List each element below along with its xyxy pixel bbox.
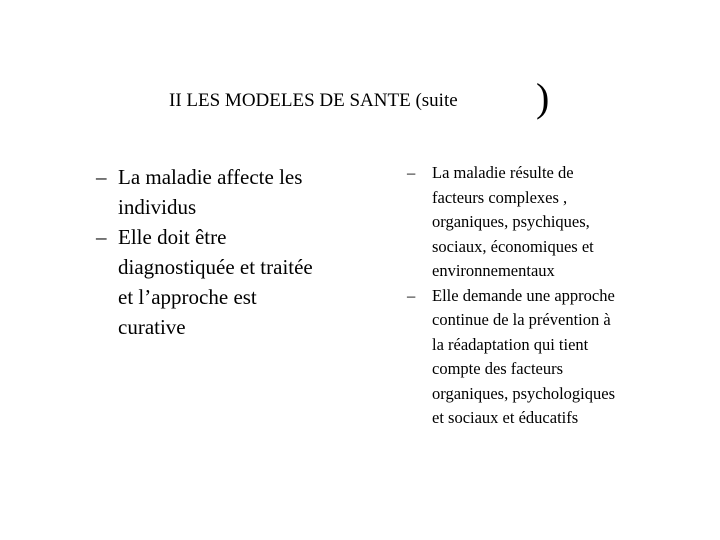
list-item-line: Elle doit être (118, 225, 227, 249)
slide-title-close-paren: ) (536, 75, 550, 120)
bullet-dash: – (407, 163, 416, 182)
list-item-line: la réadaptation qui tient (432, 334, 589, 354)
right-column-list (407, 161, 677, 431)
list-item-line: sociaux, économiques et (432, 236, 594, 256)
bullet-dash: – (96, 225, 107, 249)
list-item-line: curative (118, 315, 186, 339)
list-item-line: La maladie affecte les (118, 165, 303, 189)
list-item-line: individus (118, 195, 197, 219)
bullet-dash: – (96, 165, 107, 189)
list-item-line: organiques, psychologiques (432, 383, 616, 403)
list-item-line: environnementaux (432, 261, 555, 280)
bullet-dash: – (407, 285, 416, 305)
slide-title-text: II LES MODELES DE SANTE (suite (169, 90, 458, 111)
right-list-item-1 (407, 161, 677, 284)
left-list-item-2 (96, 222, 376, 342)
left-column-list (96, 162, 376, 342)
list-item-line: facteurs complexes , (432, 187, 568, 207)
list-item-line: Elle demande une approche (432, 285, 615, 305)
list-item-line: organiques, psychiques, (432, 212, 590, 231)
list-item-line: La maladie résulte de (432, 163, 574, 182)
list-item-line: et sociaux et éducatifs (432, 408, 579, 427)
list-item-line: compte des facteurs (432, 359, 564, 378)
list-item-line: continue de la prévention à (432, 310, 611, 329)
list-item-line: diagnostiquée et traitée (118, 255, 313, 279)
right-list-item-2 (407, 284, 677, 431)
left-list-item-1 (96, 162, 376, 222)
list-item-line: et l’approche est (118, 285, 257, 309)
